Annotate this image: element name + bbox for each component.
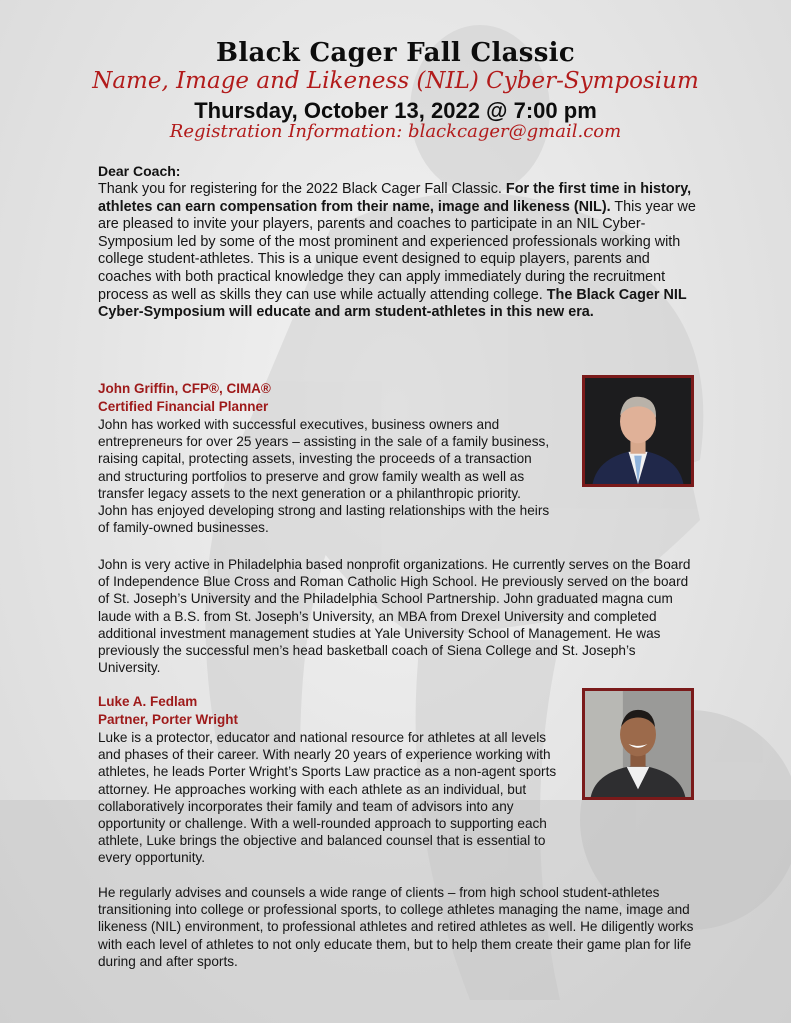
speaker-2-bio: Luke is a protector, educator and national resource for athletes at all levels and phases of their career. With nearly 20 years of experience working with athletes, he leads Porter Wright’s Sports Law practice as a non-agent sports attorney. He approaches working with each athlete as an individual, but collaboratively incorporates their family and team of advisors into any opportunity or challenge. With a well-rounded approach to supporting each athlete, Luke brings the objective and balanced counsel that is essential to every opportunity.	[98, 730, 557, 866]
intro-text-1: Thank you for registering for the 2022 Black Cager Fall Classic.	[98, 181, 506, 197]
speaker-2-photo	[582, 688, 694, 800]
speaker-2-bio-2: He regularly advises and counsels a wide range of clients – from high school student-athletes transitioning into college or professional sports, to college athletes managing the name, image and likeness (NIL) environment, to professional athletes and retired athletes as well. He diligently works with each level of athletes to not only educate them, but to help them create their game plan for life during and after sports.	[98, 885, 694, 969]
speaker-1-photo	[582, 375, 694, 487]
speaker-2-role: Partner, Porter Wright	[98, 712, 239, 727]
intro-highlight-2: The Black Cager NIL Cyber-Symposium will educate and arm student-athletes in this new era.	[98, 286, 687, 321]
event-subtitle: Name, Image and Likeness (NIL) Cyber-Symposium	[92, 68, 699, 94]
speaker-1-name: John Griffin, CFP®, CIMA®	[98, 381, 271, 396]
intro-highlight-1: For the first time in history, athletes can earn compensation from their name, image and likeness (NIL).	[98, 181, 692, 215]
event-date: Thursday, October 13, 2022 @ 7:00 pm	[194, 98, 597, 123]
portrait-icon	[585, 691, 691, 797]
registration-info: Registration Information: blackcager@gmail.com	[169, 121, 622, 142]
speaker-1-bio-2: John is very active in Philadelphia based nonprofit organizations. He currently serves on the Board of Independence Blue Cross and Roman Catholic High School. He previously served on the board of St. Joseph’s University and the Philadelphia School Partnership. John graduated magna cum laude with a B.S. from St. Joseph’s University, an MBA from Drexel University and completed additional investment management studies at Yale University School of Management. He was previously the successful men’s head basketball coach of Siena College and St. Joseph’s University.	[98, 557, 691, 676]
salutation: Dear Coach:	[98, 163, 181, 179]
intro-paragraph	[98, 181, 698, 322]
portrait-icon	[585, 378, 691, 484]
intro-text-2: This year we are pleased to invite your players, parents and coaches to participate in an NIL Cyber-Symposium led by some of the most prominent and experienced professionals working with college student-athletes. This is a unique event designed to equip players, parents and coaches with both practical knowledge they can apply immediately during the recruitment process as well as skills they can use while actually attending college.	[98, 198, 696, 303]
speaker-2-name: Luke A. Fedlam	[98, 694, 198, 709]
speaker-1-role: Certified Financial Planner	[98, 399, 269, 414]
speaker-1-bio: John has worked with successful executives, business owners and entrepreneurs for over 25 years – assisting in the sale of a family business, raising capital, protecting assets, investing the proceeds of a transaction and structuring portfolios to preserve and grow family wealth as well as transfer legacy assets to the next generation or a philanthropic priority. John has enjoyed developing strong and lasting relationships with the heirs of family-owned businesses.	[98, 417, 550, 536]
event-title: Black Cager Fall Classic	[216, 38, 575, 68]
